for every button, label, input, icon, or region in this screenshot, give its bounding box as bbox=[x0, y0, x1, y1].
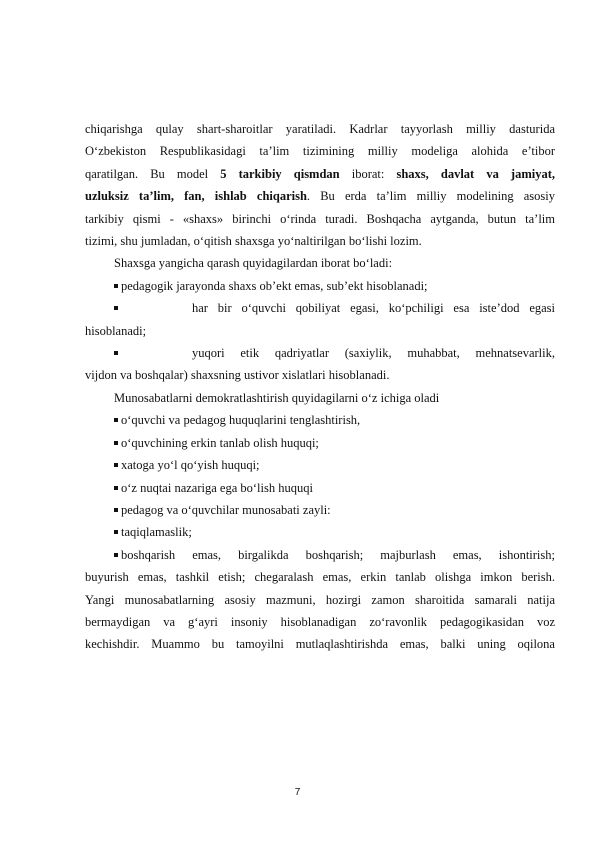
list-item-text: o‘z nuqtai nazariga ega bo‘lish huquqi bbox=[121, 480, 313, 495]
text-run: iborat: bbox=[339, 166, 397, 181]
list-item-text: o‘quvchi va pedagog huquqlarini tenglashtirish, bbox=[121, 413, 361, 428]
text-line: chiqarishga qulay shart-sharoitlar yaratiladi. Kadrlar tayyorlash milliy dasturida bbox=[85, 122, 555, 136]
text-line bbox=[85, 185, 555, 207]
bullet-icon bbox=[114, 284, 118, 288]
bold-text: uzluksiz ta’lim, fan, ishlab chiqarish bbox=[85, 189, 307, 204]
text-line: buyurish emas, tashkil etish; chegaralash emas, erkin tanlab olishga imkon berish. bbox=[85, 570, 555, 585]
text-line: O‘zbekiston Respublikasidagi ta’lim tizimining milliy modeliga alohida e’tibor bbox=[85, 144, 555, 159]
list-item bbox=[85, 544, 555, 566]
bullet-icon bbox=[114, 553, 118, 557]
bullet-icon bbox=[114, 306, 118, 310]
bullet-icon bbox=[114, 530, 118, 534]
list-item-text: yuqori etik qadriyatlar (saxiylik, muhabbat, mehnatsevarlik, bbox=[192, 346, 555, 361]
list-item-text: har bir o‘quvchi qobiliyat egasi, ko‘pchiligi esa iste’dod egasi bbox=[192, 301, 555, 316]
text-line: Shaxsga yangicha qarash quyidagilardan iborat bo‘ladi: bbox=[114, 256, 393, 271]
text-run: . Bu erda ta’lim milliy modelining asosiy bbox=[306, 189, 555, 204]
text-line: vijdon va boshqalar) shaxsning ustivor xislatlari hisoblanadi. bbox=[85, 368, 390, 383]
text-line: Munosabatlarni demokratlashtirish quyidagilarni o‘z ichiga oladi bbox=[114, 390, 440, 405]
text-line: kechishdir. Muammo bu tamoyilni mutlaqlashtirishda emas, balki uning oqilona bbox=[85, 637, 555, 652]
bold-text: shaxs, davlat va jamiyat, bbox=[396, 166, 556, 181]
list-item-text: xatoga yo‘l qo‘yish huquqi; bbox=[121, 458, 260, 473]
text-line: Yangi munosabatlarning asosiy mazmuni, hozirgi zamon sharoitida samarali natija bbox=[85, 592, 555, 607]
bullet-icon bbox=[114, 508, 118, 512]
text-line bbox=[85, 163, 555, 185]
text-line: hisoblanadi; bbox=[85, 323, 147, 338]
list-item-text: pedagog va o‘quvchilar munosabati zayli: bbox=[121, 502, 331, 517]
list-item bbox=[85, 499, 555, 521]
text-line: tizimi, shu jumladan, o‘qitish shaxsga yo‘naltirilgan bo‘lishi lozim. bbox=[85, 234, 422, 249]
page-content bbox=[85, 118, 555, 656]
bullet-gap bbox=[114, 297, 192, 319]
bold-text: 5 tarkibiy qismdan bbox=[220, 166, 340, 181]
bullet-icon bbox=[114, 441, 118, 445]
bullet-icon bbox=[114, 351, 118, 355]
list-item bbox=[85, 275, 555, 297]
text-line: bermaydigan va g‘ayri insoniy hisoblanadigan zo‘ravonlik pedagogikasidan voz bbox=[85, 614, 555, 629]
list-item-text: boshqarish emas, birgalikda boshqarish; majburlash emas, ishontirish; bbox=[121, 547, 555, 562]
bullet-icon bbox=[114, 418, 118, 422]
list-item bbox=[85, 342, 555, 364]
list-item bbox=[85, 521, 555, 543]
bullet-icon bbox=[114, 486, 118, 490]
bullet-icon bbox=[114, 463, 118, 467]
list-item bbox=[85, 454, 555, 476]
list-item-text: pedagogik jarayonda shaxs ob’ekt emas, sub’ekt hisoblanadi; bbox=[121, 278, 428, 293]
text-line: tarkibiy qismi - «shaxs» birinchi o‘rinda turadi. Boshqacha aytganda, butun ta’lim bbox=[85, 211, 555, 226]
list-item-text: taqiqlamaslik; bbox=[121, 525, 192, 540]
list-item bbox=[85, 409, 555, 431]
list-item bbox=[85, 297, 555, 319]
text-run: qaratilgan. Bu model bbox=[85, 166, 221, 181]
page-number: 7 bbox=[294, 787, 301, 798]
list-item-text: o‘quvchining erkin tanlab olish huquqi; bbox=[121, 435, 319, 450]
list-item bbox=[85, 432, 555, 454]
bullet-gap bbox=[114, 342, 192, 364]
list-item bbox=[85, 477, 555, 499]
